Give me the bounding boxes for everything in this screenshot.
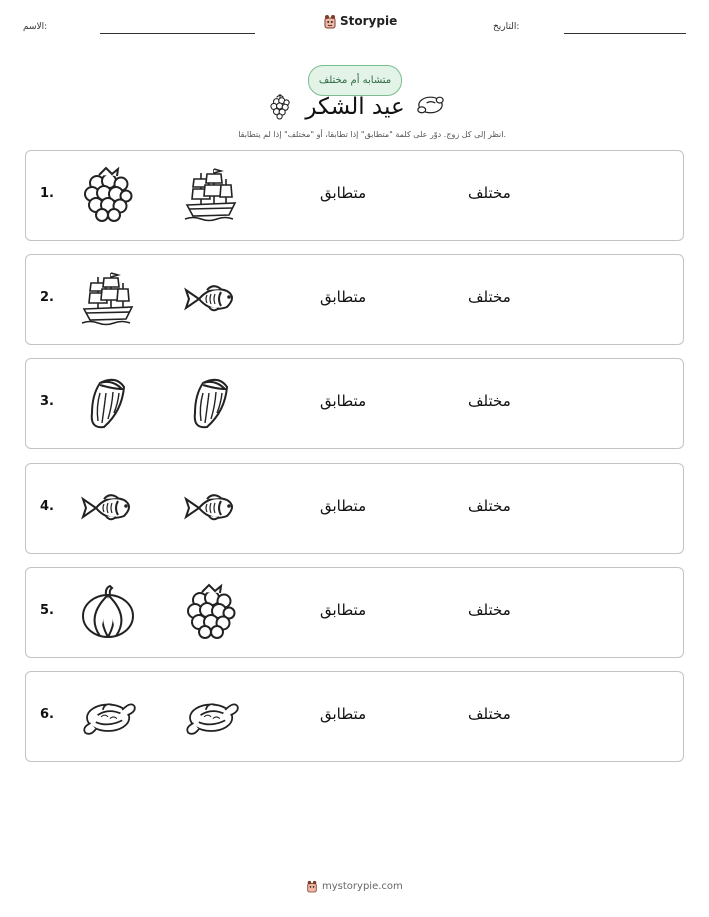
question-number: 3. — [40, 394, 54, 409]
question-number: 5. — [40, 603, 54, 618]
name-line[interactable] — [100, 33, 255, 34]
worksheet-title: عيد الشكر — [305, 94, 405, 120]
different-option[interactable]: مختلف — [468, 497, 511, 515]
question-card — [25, 567, 684, 658]
different-option[interactable]: مختلف — [468, 392, 511, 410]
footer-site[interactable]: mystorypie.com — [322, 880, 403, 892]
seed-icon — [78, 373, 138, 433]
question-card — [25, 358, 684, 449]
fish-icon — [181, 478, 241, 538]
same-option[interactable]: متطابق — [320, 601, 367, 619]
same-option[interactable]: متطابق — [320, 497, 367, 515]
brand-logo — [323, 13, 397, 29]
raspberry-icon — [267, 92, 293, 120]
question-card — [25, 671, 684, 762]
brand-name: Storypie — [340, 14, 398, 28]
ship-icon — [181, 165, 241, 225]
different-option[interactable]: مختلف — [468, 184, 511, 202]
fish-icon — [78, 478, 138, 538]
question-card — [25, 150, 684, 241]
turkey-icon — [78, 686, 138, 746]
different-option[interactable]: مختلف — [468, 705, 511, 723]
name-label: الاسم: — [23, 22, 48, 32]
same-option[interactable]: متطابق — [320, 392, 367, 410]
raspberry-icon — [78, 165, 138, 225]
question-number: 6. — [40, 707, 54, 722]
same-option[interactable]: متطابق — [320, 184, 367, 202]
date-label: التاريخ: — [493, 22, 520, 32]
question-card — [25, 254, 684, 345]
same-option[interactable]: متطابق — [320, 705, 367, 723]
category-badge: متشابه أم مختلف — [308, 65, 402, 96]
question-card — [25, 463, 684, 554]
question-number: 2. — [40, 290, 54, 305]
instructions: انظر إلى كل زوج. دوّر على كلمة "متطابق" إذا تطابقا، أو "مختلف" إذا لم يتطابقا. — [238, 130, 506, 139]
turkey-icon — [413, 90, 447, 118]
question-number: 1. — [40, 186, 54, 201]
different-option[interactable]: مختلف — [468, 601, 511, 619]
ship-icon — [78, 269, 138, 329]
seed-icon — [181, 373, 241, 433]
pumpkin-icon — [78, 582, 138, 642]
question-number: 4. — [40, 499, 54, 514]
storypie-mascot-icon — [306, 879, 318, 893]
turkey-icon — [181, 686, 241, 746]
different-option[interactable]: مختلف — [468, 288, 511, 306]
same-option[interactable]: متطابق — [320, 288, 367, 306]
storypie-mascot-icon — [323, 13, 337, 29]
footer — [306, 879, 403, 893]
date-line[interactable] — [564, 33, 686, 34]
raspberry-icon — [181, 582, 241, 642]
fish-icon — [181, 269, 241, 329]
